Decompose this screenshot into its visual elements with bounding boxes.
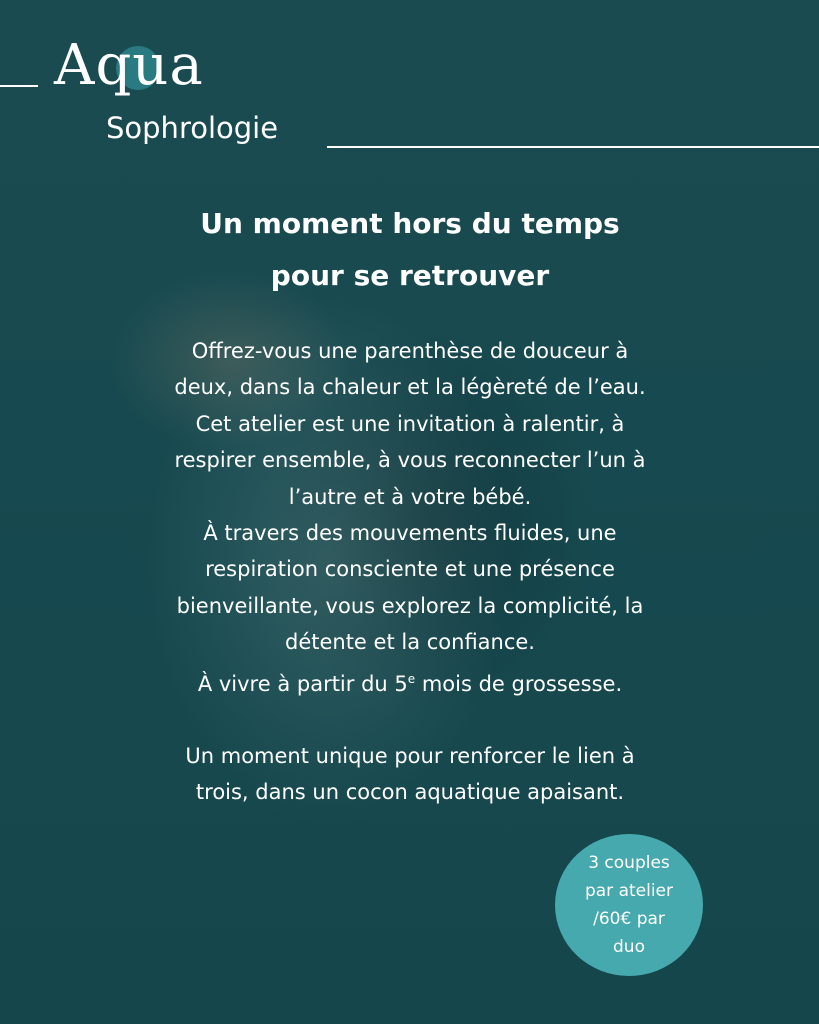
description-line: Offrez-vous une parenthèse de douceur à bbox=[191, 339, 629, 363]
paragraph-spacer bbox=[60, 702, 760, 738]
logo-subtitle: Sophrologie bbox=[106, 111, 279, 145]
closing-line: Un moment unique pour renforcer le lien à bbox=[185, 744, 635, 769]
headline bbox=[110, 198, 710, 302]
price-badge-line: duo bbox=[613, 937, 645, 957]
description-line: respirer ensemble, à vous reconnecter l’un à bbox=[174, 448, 646, 473]
description-line: Cet atelier est une invitation à ralentir, à bbox=[195, 411, 625, 436]
description-line: respiration consciente et une présence bbox=[205, 557, 615, 582]
price-badge-line: 3 couples bbox=[588, 853, 670, 873]
logo-title: Aqua bbox=[54, 33, 204, 98]
description-line: deux, dans la chaleur et la légèreté de l’eau. bbox=[174, 375, 646, 400]
month-line-suffix: mois de grossesse. bbox=[415, 671, 623, 696]
description-line: détente et la confiance. bbox=[284, 630, 535, 655]
description-line: bienveillante, vous explorez la complicité, la bbox=[176, 593, 644, 618]
headline-line-1: Un moment hors du temps bbox=[200, 207, 620, 240]
price-badge-line: /60€ par bbox=[593, 909, 665, 929]
logo-divider-left bbox=[0, 85, 38, 87]
headline-line-2: pour se retrouver bbox=[270, 259, 550, 292]
pregnancy-month-line bbox=[60, 661, 760, 702]
month-line-superscript: e bbox=[407, 671, 416, 686]
price-badge-line: par atelier bbox=[584, 881, 674, 901]
description-line: À travers des mouvements fluides, une bbox=[203, 521, 617, 546]
description-line: l’autre et à votre bébé. bbox=[288, 484, 532, 509]
logo-divider-right bbox=[327, 146, 819, 148]
month-line-prefix: À vivre à partir du 5 bbox=[197, 671, 408, 696]
description bbox=[60, 333, 760, 811]
price-badge bbox=[555, 834, 703, 976]
closing-line: trois, dans un cocon aquatique apaisant. bbox=[195, 780, 625, 805]
